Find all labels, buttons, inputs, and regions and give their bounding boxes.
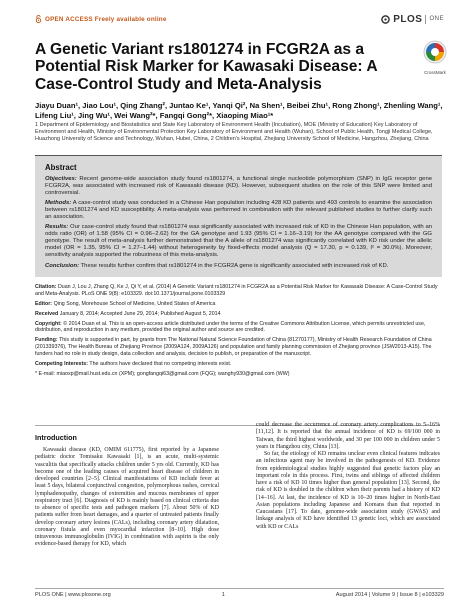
dates-line	[35, 311, 440, 318]
footer-journal-url[interactable]: PLOS ONE | www.plosone.org	[35, 592, 111, 598]
conclusion-text: These results further confirm that rs1801274 in the FCGR2A gene is significantly associated with increased risk of KD.	[80, 262, 389, 269]
journal-header	[35, 12, 444, 26]
citation-line	[35, 284, 440, 297]
introduction-left-column	[35, 447, 219, 549]
competing-label: Competing Interests:	[35, 360, 88, 367]
editor-text: Qing Song, Morehouse School of Medicine, United States of America	[53, 300, 216, 307]
objectives-text: Recent genome-wide association study found rs1801274, a functional single nucleotide polymorphism (SNP) in IgG receptor gene FCGR2A, was associated with increased risk of Kawasaki disease (KD). However, subsequent studies on the role of this SNP were limited and controversial.	[45, 176, 432, 197]
introduction-right-column	[256, 422, 440, 531]
funding-line	[35, 337, 440, 357]
methods-text: A case-control study was conducted in a Chinese Han population including 428 KD patients and 493 controls to examine the association between rs1801274 and KD susceptibility. A meta-analysis was performed in combination with the relevant published studies to further clarify such an association.	[45, 200, 433, 221]
plos-logo[interactable]	[381, 14, 444, 25]
affiliations: 1 Department of Epidemiology and Biostatistics and State Key Laboratory of Environment Health (Incubation), MOE (Ministry of Education) Key Laboratory of Environment and Health, Ministry of Environmental Protection Key Laboratory of Environment and Health (Wuhan), School of Public Health, Tongji Medical College, Huazhong University of Science and Technology, Wuhan, Hubei, China, 2 Children's Hospital, Zhejiang University School of Medicine, Hangzhou, Zhejiang, China	[35, 122, 433, 143]
competing-interests-line	[35, 361, 440, 368]
open-access-lock-icon	[35, 15, 42, 23]
objectives-label: Objectives:	[45, 176, 77, 182]
copyright-text: © 2014 Duan et al. This is an open-access article distributed under the terms of the Creative Commons Attribution License, which permits unrestricted use, distribution, and reproduction in any medium, provided the original author and source are credited.	[35, 320, 426, 334]
plos-one-text: ONE	[429, 16, 444, 22]
intro-paragraph-3: So far, the etiology of KD remains unclear even clinical features indicates an infectious agent may be involved in the pathogenesis of KD. Evidence from epidemiological studies highly suggested that genetic factors play an important role in this process. First, twins and siblings of affected children have a risk of KD 10 times higher than general population [13]. Second, the risk of KD is doubled in the children when their parents had a history of KD [14–16]. At last, the incidence of KD is 10–20 times higher in North-East Asian populations including Japanese and Koreans than that reported in Caucasians [17]. To date, genome-wide association study (GWAS) and linkage analysis of KD have identified 13 genetic loci, which are associated with KD or CALs	[256, 451, 440, 530]
crossmark-badge[interactable]	[420, 40, 450, 75]
results-label: Results:	[45, 224, 69, 231]
abstract-methods	[45, 200, 432, 221]
abstract-box	[35, 155, 442, 277]
abstract-results	[45, 224, 432, 259]
dates-text: January 8, 2014; Accepted June 29, 2014; Published August 5, 2014	[59, 310, 221, 317]
plos-logo-icon	[381, 15, 390, 24]
open-access-badge	[35, 15, 167, 23]
article-metadata	[35, 284, 440, 381]
copyright-line	[35, 321, 440, 334]
received-label: Received	[35, 310, 59, 317]
editor-label: Editor:	[35, 300, 53, 307]
citation-text: Duan J, Lou J, Zhang Q, Ke J, Qi Y, et al. (2014) A Genetic Variant rs1801274 in FCGR2A as a Potential Risk Marker for Kawasaki Disease: A Case-Control Study and Meta-Analysis. PLoS ONE 9(8): e103329. doi:10.1371/journal.pone.0103329	[35, 284, 438, 297]
competing-text: The authors have declared that no competing interests exist.	[89, 360, 232, 367]
crossmark-icon	[423, 40, 447, 64]
email-line[interactable]: * E-mail: miaoxp@mail.hust.edu.cn (XPM); gongfangqi63@gmail.com (FQG); wanghy930@gmail.com (WW)	[35, 370, 290, 377]
editor-line	[35, 301, 440, 308]
introduction-heading: Introduction	[35, 433, 77, 442]
article-title: A Genetic Variant rs1801274 in FCGR2A as a Potential Risk Marker for Kawasaki Disease: A Case-Control Study and Meta-Analysis	[35, 41, 378, 93]
intro-paragraph-1: Kawasaki disease (KD, OMIM 611775), first reported by a Japanese pediatric doctor Tomisaku Kawasaki [1], is an acute, multi-systemic vasculitis that specifically attacks children under 5 yrs old. Currently, KD has become one of the leading causes of acquired heart disease of children in developed countries [2–5]. Clinical manifestations of KD include fever at least 5 days, bilateral conjunctival congestion, polymorphous rashes, cervical lymphadenopathy, changes of extremities and mucous membranes of upper respiratory tract [6]. Diagnosis of KD is mainly based on clinical criteria due to absence of specific tests and pathogen markers [7]. About 50% of KD patients suffer from heart damages, and a quarter of untreated patients finally develop coronary artery lesions (CALs), including coronary artery dilatation, coronary fistula and even myocardial infarction [8–10]. High dose intravenous immunoglobulin (IVIG) in combination with aspirin is the only evidence-based therapy for KD, which	[35, 447, 219, 548]
author-list: Jiayu Duan¹, Jiao Lou¹, Qing Zhang², Juntao Ke¹, Yanqi Qi², Na Shen¹, Beibei Zhu¹, Rong Zhong¹, Zhenling Wang¹, Lifeng Liu¹, Jing Wu¹, Wei Wang²*, Fangqi Gong²*, Xiaoping Miao¹*	[35, 101, 443, 120]
funding-text: This study is supported in part, by grants from The National Natural Science Foundation of China (81270177), Ministry of Health Research Foundation of China (201339376), The Health Bureau of Zhejiang Province (2009A124, 2009A126) and population and family planning commission of Zhejiang province (JSW2013-A15). The funders had no role in study design, data collection and analysis, decision to publish, or preparation of the manuscript.	[35, 337, 432, 357]
abstract-objectives	[45, 176, 432, 197]
footer-issue-info: August 2014 | Volume 9 | Issue 8 | e103329	[335, 592, 444, 598]
results-text: Our case-control study found that rs1801274 was significantly associated with increased risk of KD in the Chinese Han population, with an odds ratio (OR) of 1.58 (95% CI = 0.96–2.62) for the GA genotype and 1.93 (95% CI = 1.16–3.19) for the AA genotype compared with the GG genotype. The result of meta-analysis further demonstrated that the A allele of rs1801274 was significantly correlated with KD risk under the allelic model (OR = 1.35, 95% CI = 1.27–1.44) without heterogeneity by fixed-effects model analysis (Q = 17.30, p = 0.139, I² = 30.0%). Moreover, sensitivity analysis supported the robustness of this meta-analysis.	[45, 224, 432, 259]
methods-label: Methods:	[45, 200, 72, 207]
conclusion-label: Conclusion:	[45, 262, 80, 269]
plos-logo-text: PLOS	[393, 13, 423, 25]
funding-label: Funding:	[35, 337, 58, 344]
abstract-conclusion	[45, 263, 432, 270]
intro-paragraph-2: could decrease the occurrence of coronary artery complications to 5–16% [11,12]. It is reported that the annual incidence of KD is 69/100 000 in Taiwan, the third highest worldwide, and 30 per 100 000 in children under 5 years in Hangzhou city, China [13].	[256, 422, 440, 450]
crossmark-label: CrossMark	[424, 70, 446, 75]
open-access-label: OPEN ACCESS Freely available online	[45, 15, 167, 23]
citation-label: Citation:	[35, 284, 57, 290]
copyright-label: Copyright:	[35, 320, 62, 327]
abstract-heading: Abstract	[45, 163, 77, 172]
page-footer	[35, 588, 444, 598]
logo-divider	[425, 15, 426, 24]
page-number: 1	[221, 592, 225, 598]
